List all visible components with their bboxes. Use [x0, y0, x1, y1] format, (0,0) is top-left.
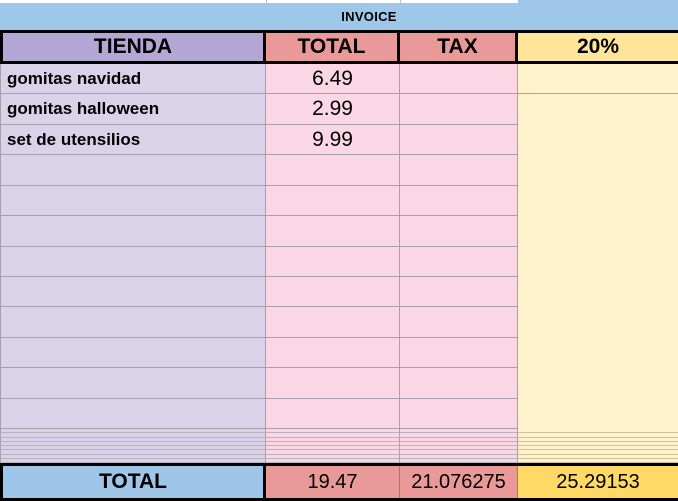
cell-tienda[interactable] [0, 368, 266, 398]
cell-tax[interactable] [400, 186, 518, 216]
cell-tax[interactable] [400, 277, 518, 307]
cell-tax[interactable] [400, 247, 518, 277]
column-divider [266, 0, 267, 3]
cell-tax[interactable] [400, 307, 518, 337]
cell-20pct[interactable] [518, 307, 678, 337]
compressed-row [0, 459, 678, 463]
compressed-rows-zone [0, 429, 678, 463]
cell-tienda[interactable] [0, 216, 266, 246]
total-label: TOTAL [98, 470, 168, 493]
cell-tienda[interactable]: gomitas halloween [0, 94, 266, 124]
cell-20pct[interactable] [518, 277, 678, 307]
cell-20pct[interactable] [518, 155, 678, 185]
cell-tax[interactable] [400, 125, 518, 155]
header-row [0, 30, 678, 64]
cell-tax[interactable] [400, 64, 518, 94]
header-label-tienda: TIENDA [93, 35, 173, 58]
header-label-total: TOTAL [297, 35, 366, 58]
table-body [0, 64, 678, 429]
total-label-cell[interactable] [0, 466, 266, 498]
total-sum-value: 19.47 [307, 470, 358, 493]
cell-tax[interactable] [400, 155, 518, 185]
cell-tienda[interactable] [0, 186, 266, 216]
total-tax-cell[interactable] [400, 466, 518, 498]
table-row [0, 368, 678, 398]
header-cell-tienda[interactable] [0, 33, 266, 61]
cell-20pct[interactable] [518, 64, 678, 94]
cell-total[interactable] [266, 399, 400, 429]
cell-tienda[interactable] [0, 155, 266, 185]
cell-tax[interactable] [400, 399, 518, 429]
cell-tax[interactable] [400, 338, 518, 368]
invoice-title-bar[interactable] [0, 3, 678, 30]
cell-20pct[interactable] [518, 186, 678, 216]
cell-tienda[interactable] [0, 338, 266, 368]
cell-20pct[interactable] [518, 216, 678, 246]
invoice-title: INVOICE [341, 9, 397, 24]
compressed-cell[interactable] [266, 459, 400, 463]
header-cell-20pct[interactable] [518, 33, 678, 61]
cell-total[interactable] [266, 155, 400, 185]
cell-tax[interactable] [400, 216, 518, 246]
table-row [0, 216, 678, 246]
cell-20pct[interactable] [518, 125, 678, 155]
table-row [0, 155, 678, 185]
table-row [0, 64, 678, 94]
compressed-cell[interactable] [518, 459, 678, 463]
total-20pct-value: 25.29153 [556, 470, 640, 493]
header-label-tax: TAX [437, 35, 478, 58]
cell-total[interactable] [266, 277, 400, 307]
header-cell-tax[interactable] [400, 33, 518, 61]
cell-20pct[interactable] [518, 399, 678, 429]
cell-total[interactable]: 6.49 [266, 64, 400, 94]
cell-20pct[interactable] [518, 338, 678, 368]
table-row [0, 247, 678, 277]
compressed-cell[interactable] [0, 459, 266, 463]
cell-total[interactable]: 9.99 [266, 125, 400, 155]
cell-total[interactable] [266, 368, 400, 398]
cell-total[interactable] [266, 338, 400, 368]
total-20pct-cell[interactable] [518, 466, 678, 498]
table-row [0, 399, 678, 429]
header-label-20pct: 20% [576, 35, 620, 58]
cell-total[interactable] [266, 216, 400, 246]
cell-tienda[interactable] [0, 399, 266, 429]
cell-20pct[interactable] [518, 368, 678, 398]
cell-total[interactable] [266, 307, 400, 337]
column-divider [400, 0, 401, 3]
cell-tienda[interactable]: gomitas navidad [0, 64, 266, 94]
table-row [0, 125, 678, 155]
partial-top-row [0, 0, 678, 3]
table-row [0, 338, 678, 368]
partial-blue-cell [518, 0, 678, 3]
cell-20pct[interactable] [518, 247, 678, 277]
cell-total[interactable] [266, 247, 400, 277]
cell-total[interactable]: 2.99 [266, 94, 400, 124]
cell-tienda[interactable] [0, 247, 266, 277]
cell-20pct[interactable] [518, 94, 678, 124]
table-row [0, 94, 678, 124]
total-row [0, 463, 678, 501]
table-row [0, 277, 678, 307]
table-row [0, 307, 678, 337]
cell-tienda[interactable] [0, 277, 266, 307]
cell-tax[interactable] [400, 94, 518, 124]
table-row [0, 186, 678, 216]
cell-tienda[interactable]: set de utensilios [0, 125, 266, 155]
cell-tax[interactable] [400, 368, 518, 398]
compressed-cell[interactable] [400, 459, 518, 463]
cell-total[interactable] [266, 186, 400, 216]
cell-tienda[interactable] [0, 307, 266, 337]
total-tax-value: 21.076275 [411, 470, 506, 493]
header-cell-total[interactable] [266, 33, 400, 61]
total-sum-cell[interactable] [266, 466, 400, 498]
